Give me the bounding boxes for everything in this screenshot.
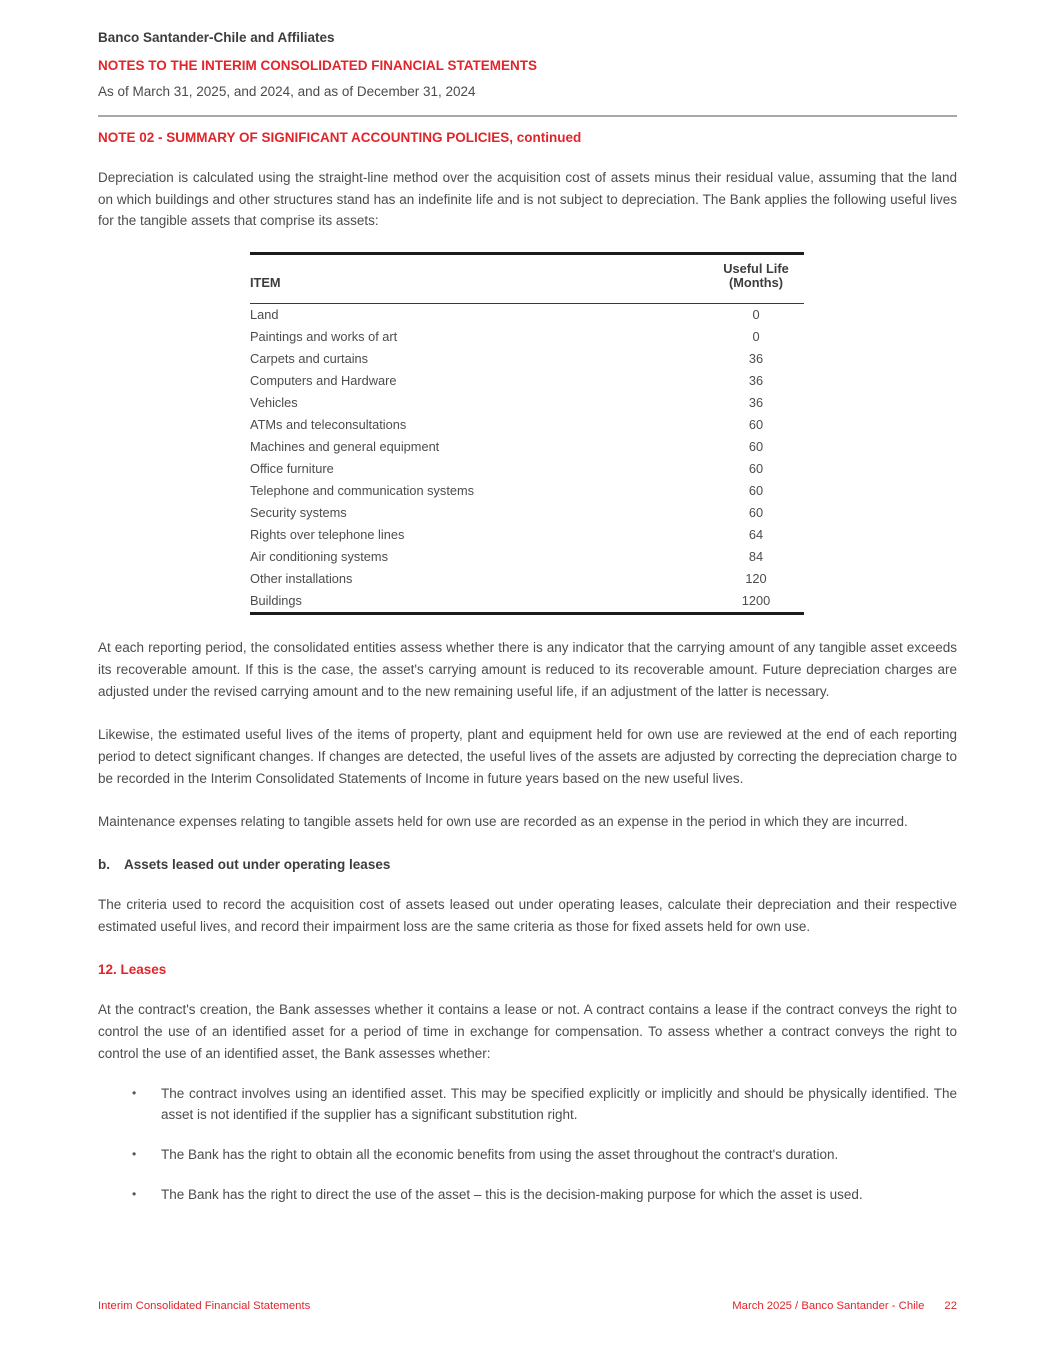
useful-life-months: 0	[752, 329, 760, 345]
lease-criteria-list	[98, 1083, 957, 1206]
useful-life-table-body	[250, 304, 804, 614]
header-divider	[98, 115, 957, 117]
useful-life-months: 0	[752, 307, 760, 323]
useful-life-months: 60	[748, 417, 764, 433]
leases-heading: 12. Leases	[98, 962, 167, 978]
useful-life-months: 1200	[741, 593, 771, 609]
item-name: Paintings and works of art	[250, 329, 398, 345]
section-b-title: Assets leased out under operating leases	[124, 857, 391, 873]
table-row	[250, 304, 804, 327]
lease-criteria-text: The contract involves using an identified asset. This may be specified explicitly or implicitly and should be physically identified. The asset is not identified if the supplier has a significant substitution right.	[161, 1085, 957, 1123]
item-name: Computers and Hardware	[250, 373, 397, 389]
item-name: Telephone and communication systems	[250, 483, 475, 499]
item-name: Rights over telephone lines	[250, 527, 405, 543]
useful-life-months: 60	[748, 505, 764, 521]
item-name: ATMs and teleconsultations	[250, 417, 407, 433]
useful-life-months: 36	[748, 373, 764, 389]
paragraph-leased-assets-criteria: The criteria used to record the acquisition cost of assets leased out under operating leases, calculate their depreciation and their respective estimated useful lives, and record their impairment loss are the same criteria as those for fixed assets held for own use.	[98, 897, 957, 934]
footer-right-group	[732, 1300, 957, 1312]
table-row	[250, 370, 804, 392]
lease-criteria-text: The Bank has the right to direct the use of the asset – this is the decision-making purpose for which the asset is used.	[161, 1186, 863, 1202]
page-number: 22	[944, 1300, 957, 1312]
page-footer	[98, 1300, 957, 1312]
useful-life-months: 84	[748, 549, 764, 565]
bullet-icon: •	[132, 1085, 137, 1100]
item-name: Machines and general equipment	[250, 439, 440, 455]
useful-life-months: 120	[745, 571, 767, 587]
item-name: Land	[250, 307, 279, 323]
lease-criteria-item	[98, 1184, 957, 1206]
table-row	[250, 392, 804, 414]
table-row	[250, 436, 804, 458]
table-row	[250, 326, 804, 348]
note-title: NOTE 02 - SUMMARY OF SIGNIFICANT ACCOUNTING POLICIES, continued	[98, 130, 582, 145]
bullet-icon: •	[132, 1146, 137, 1161]
useful-life-months: 60	[748, 483, 764, 499]
table-row	[250, 546, 804, 568]
useful-life-months: 60	[748, 461, 764, 477]
item-name: Office furniture	[250, 461, 334, 477]
useful-life-months: 36	[748, 351, 764, 367]
useful-life-months: 36	[748, 395, 764, 411]
table-row	[250, 590, 804, 614]
useful-life-label-line1: Useful Life	[723, 261, 789, 277]
column-header-useful-life	[708, 254, 804, 304]
useful-life-months: 64	[748, 527, 764, 543]
section-b-heading	[98, 857, 957, 872]
item-name: Air conditioning systems	[250, 549, 388, 565]
item-name: Carpets and curtains	[250, 351, 369, 367]
bullet-icon: •	[132, 1186, 137, 1201]
table-header-row	[250, 254, 804, 304]
page-header	[98, 30, 957, 117]
table-row	[250, 568, 804, 590]
useful-life-table	[250, 252, 804, 615]
useful-life-label-line2: (Months)	[728, 275, 783, 291]
section-b-label: b.	[98, 857, 110, 873]
paragraph-useful-lives-review: Likewise, the estimated useful lives of the items of property, plant and equipment held for own use are reviewed at the end of each reporting period to detect significant changes. If changes are detected, the useful lives of the assets are adjusted by correcting the depreciation charge to be recorded in the Interim Consolidated Statements of Income in future years based on the new useful lives.	[98, 727, 957, 786]
item-name: Vehicles	[250, 395, 298, 411]
document-date-line: As of March 31, 2025, and 2024, and as of December 31, 2024	[98, 84, 476, 99]
document-title: NOTES TO THE INTERIM CONSOLIDATED FINANCIAL STATEMENTS	[98, 58, 538, 73]
paragraph-maintenance: Maintenance expenses relating to tangible assets held for own use are recorded as an expense in the period in which they are incurred.	[98, 814, 908, 830]
item-name: Buildings	[250, 593, 302, 609]
lease-criteria-item	[98, 1083, 957, 1126]
paragraph-lease-assessment: At the contract's creation, the Bank assesses whether it contains a lease or not. A contract contains a lease if the contract conveys the right to control the use of an identified asset for a period of time in exchange for compensation. To assess whether a contract conveys the right to control the use of an identified asset, the Bank assesses whether:	[98, 1002, 957, 1061]
paragraph-reporting-period: At each reporting period, the consolidated entities assess whether there is any indicator that the carrying amount of any tangible asset exceeds its recoverable amount. If this is the case, the asset's carrying amount is reduced to its recoverable amount. Future depreciation charges are adjusted under the revised carrying amount and to the new remaining useful life, if an adjustment of the latter is necessary.	[98, 640, 957, 699]
company-name: Banco Santander-Chile and Affiliates	[98, 30, 335, 45]
table-row	[250, 480, 804, 502]
table-row	[250, 458, 804, 480]
table-row	[250, 524, 804, 546]
table-row	[250, 348, 804, 370]
lease-criteria-item	[98, 1144, 957, 1166]
footer-right-text: March 2025 / Banco Santander - Chile	[732, 1300, 925, 1312]
useful-life-table-head	[250, 254, 804, 304]
table-row	[250, 502, 804, 524]
table-row	[250, 414, 804, 436]
footer-left-text: Interim Consolidated Financial Statements	[98, 1300, 311, 1312]
item-name: Other installations	[250, 571, 353, 587]
column-header-item: ITEM	[250, 254, 708, 304]
useful-life-months: 60	[748, 439, 764, 455]
paragraph-depreciation: Depreciation is calculated using the straight-line method over the acquisition cost of assets minus their residual value, assuming that the land on which buildings and other structures stand has an indefinite life and is not subject to depreciation. The Bank applies the following useful lives for the tangible assets that comprise its assets:	[98, 170, 957, 229]
item-name: Security systems	[250, 505, 347, 521]
lease-criteria-text: The Bank has the right to obtain all the economic benefits from using the asset throughout the contract's duration.	[161, 1146, 839, 1162]
